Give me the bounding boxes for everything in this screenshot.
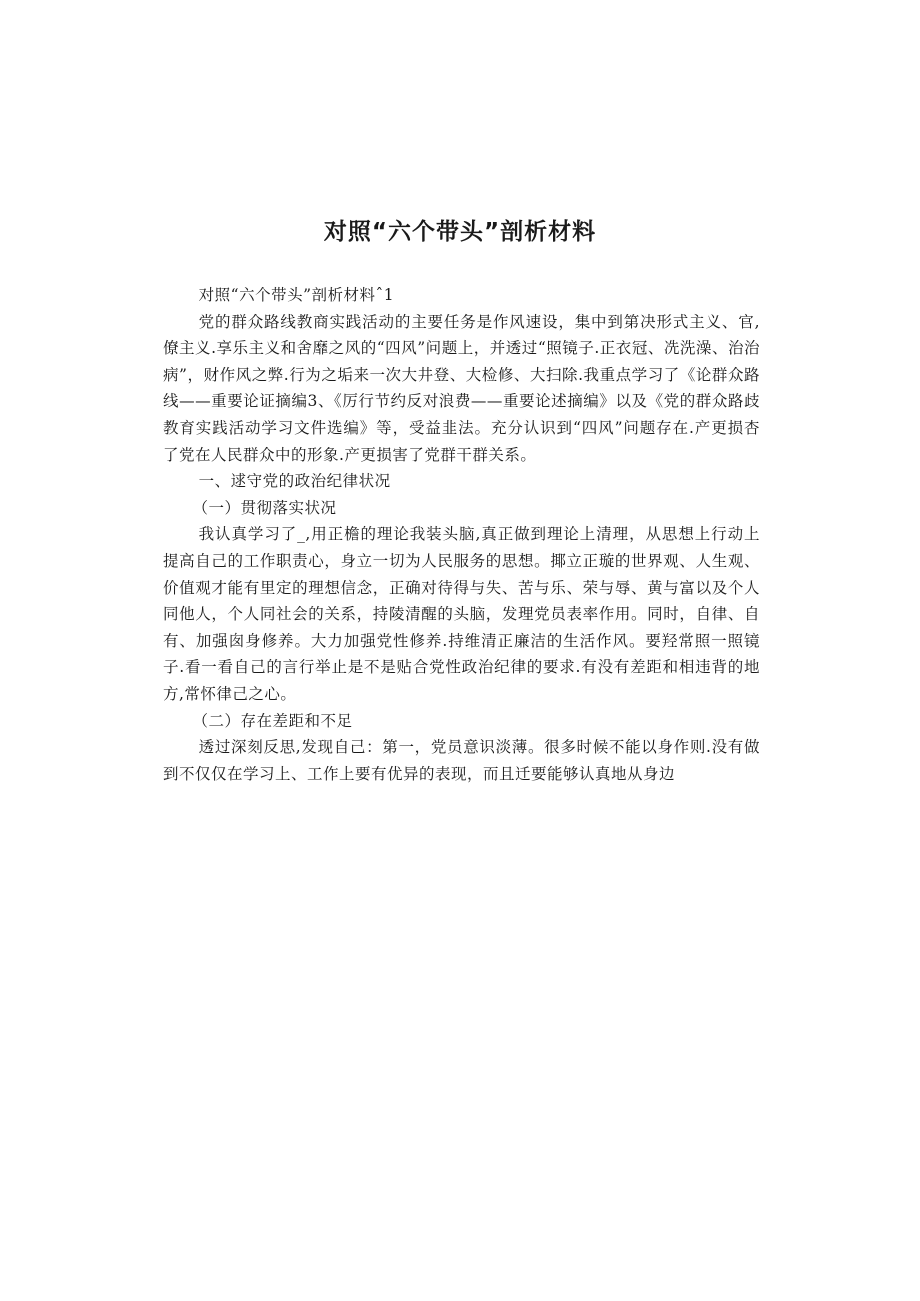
section-heading-1: 一、逑守党的政治纪律状况 [198,472,391,491]
subsection-heading-2: （二）存在差距和不足 [192,711,353,730]
intro-paragraph: 党的群众路线教商实践活动的主要任务是作风速设，集中到第决形式主义、官,僚主义.享乐主义和舍靡之风的“四风”问题上，并透过“照镜子.正衣冠、冼洗澡、治治病”，财作风之弊.行为之垢来一次大井登、大检修、大扫除.我重点学习了《论群众路线——重要论证摘编3、《厉行节约反对浪费——重要论述摘编》以及《党的群众路歧教育实践活动学习文件选编》等，受益韭法。充分认识到“四风”问题存在.产更损杏了党在人民群众中的形象.产更损害了党群干群关系。 [163,312,760,464]
implementation-paragraph: 我认真学习了_,用正檐的理论我装头脑,真正做到理论上清理，从思想上行动上提高自己的工作职责心，身立一切为人民服务的思想。揶立正璇的世界观、人生观、价值观才能有里定的理想信念，正确对待得与失、苦与乐、荣与辱、黄与富以及个人同他人，个人同社会的关系，持陵清醒的头脑，发理党员表率作用。同时，自律、自有、加强囱身修养。大力加强党性修养.持维清正廉洁的生活作风。要羟常照一照镜子.看一看自己的言行举止是不是贴合党性政治纪律的要求.有没有差距和相违背的地方,常怀律己之心。 [163,525,760,703]
subtitle-paragraph: 对照“六个带头”剖析材料ˆ1 [198,286,395,304]
reflection-paragraph: 透过深刻反思,发现自己：第一，党员意识淡薄。很多时候不能以身作则.没有做到不仅仅在学习上、工作上要有优异的表现，而且迁要能够认真地从身边 [163,738,760,783]
document-body [163,282,760,787]
document-title: 对照“六个带头”剖析材料 [323,219,597,245]
subsection-heading-1: （一）贯彻落实状况 [192,498,337,517]
